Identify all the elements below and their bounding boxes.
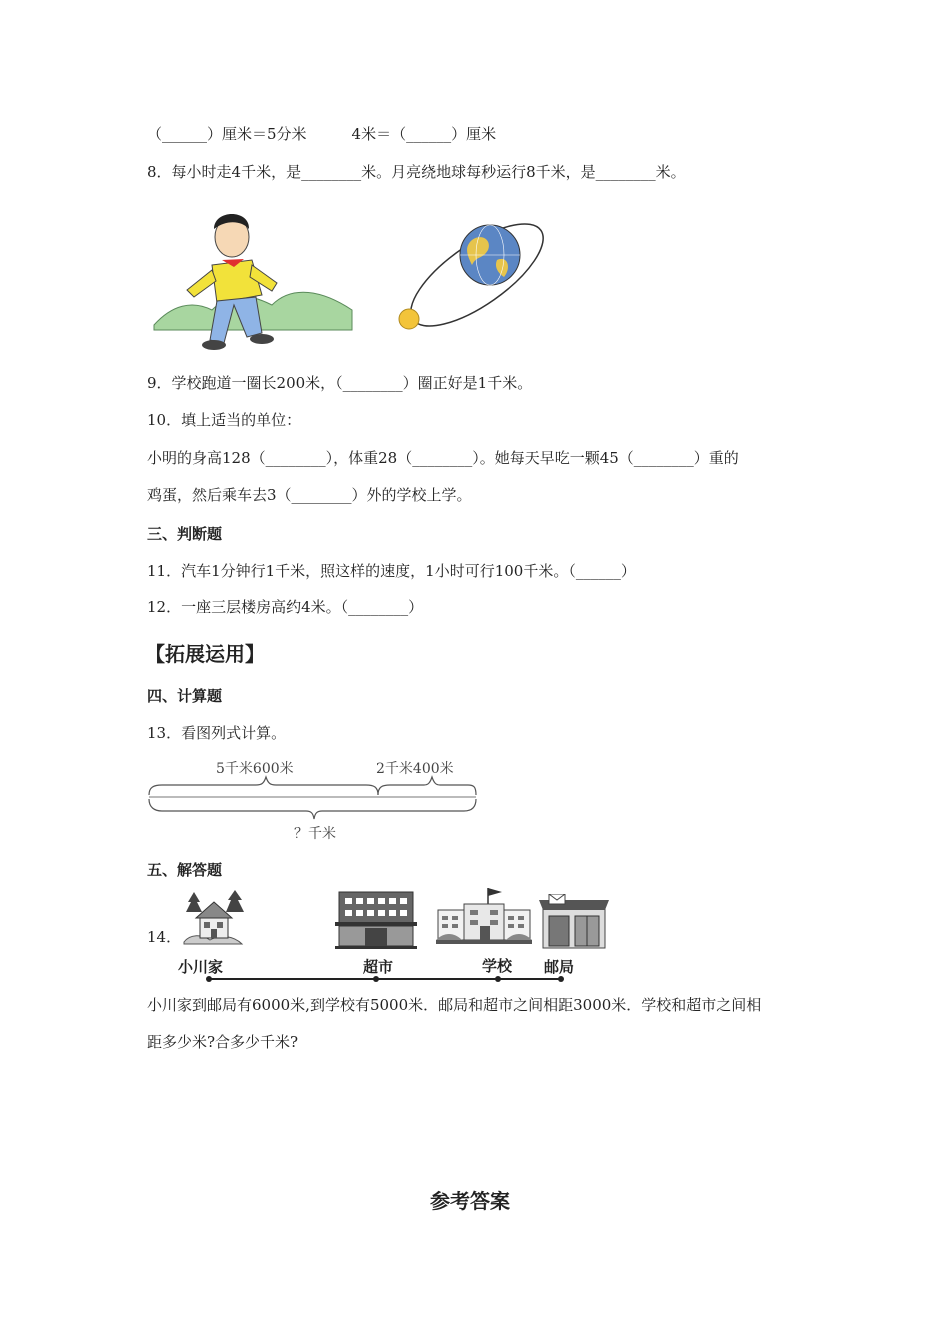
q11-text: 11．汽车1分钟行1千米，照这样的速度，1小时可行100千米。（______） — [147, 562, 636, 580]
place-label-home: 小川家 — [178, 958, 224, 976]
post-office-building-icon — [539, 894, 609, 950]
school-building-icon — [436, 886, 532, 948]
extension-heading: 【拓展运用】 — [145, 642, 265, 666]
q13-segment1-label: 5千米600米 — [216, 761, 294, 777]
section-5-title: 五、解答题 — [147, 861, 223, 879]
q13-total-label: ？千米 — [294, 826, 336, 842]
place-label-post-office: 邮局 — [544, 958, 575, 976]
q9-text: 9．学校跑道一圈长200米，（________）圈正好是1千米。 — [147, 374, 533, 392]
q14-line1: 小川家到邮局有6000米,到学校有5000米．邮局和超市之间相距3000米．学校和超市之间相 — [147, 996, 762, 1014]
q14-line2: 距多少米?合多少千米? — [147, 1033, 299, 1051]
section-4-title: 四、计算题 — [147, 687, 223, 705]
q13-text: 13．看图列式计算。 — [147, 724, 287, 742]
section-3-title: 三、判断题 — [147, 525, 223, 543]
place-label-supermarket: 超市 — [363, 958, 394, 976]
q10-line1: 小明的身高128（________），体重28（________）。她每天早吃一颗45（________）重的 — [147, 449, 739, 467]
moon-earth-orbit-illustration — [392, 215, 557, 335]
house-icon — [180, 890, 246, 948]
q7-fill-line: （______）厘米＝5分米 4米＝（______）厘米 — [147, 125, 497, 143]
answers-heading: 参考答案 — [430, 1189, 510, 1213]
q13-segment2-label: 2千米400米 — [376, 761, 454, 777]
q12-text: 12．一座三层楼房高约4米。（________） — [147, 598, 424, 616]
q14-number: 14． — [147, 928, 182, 946]
place-label-school: 学校 — [482, 957, 513, 975]
q10-title: 10．填上适当的单位： — [147, 411, 302, 429]
supermarket-building-icon — [335, 890, 417, 950]
walking-boy-illustration — [152, 205, 357, 355]
q10-line2: 鸡蛋，然后乘车去3（________）外的学校上学。 — [147, 486, 472, 504]
q8-text: 8．每小时走4千米，是________米。月亮绕地球每秒运行8千米，是________米。 — [147, 163, 686, 181]
